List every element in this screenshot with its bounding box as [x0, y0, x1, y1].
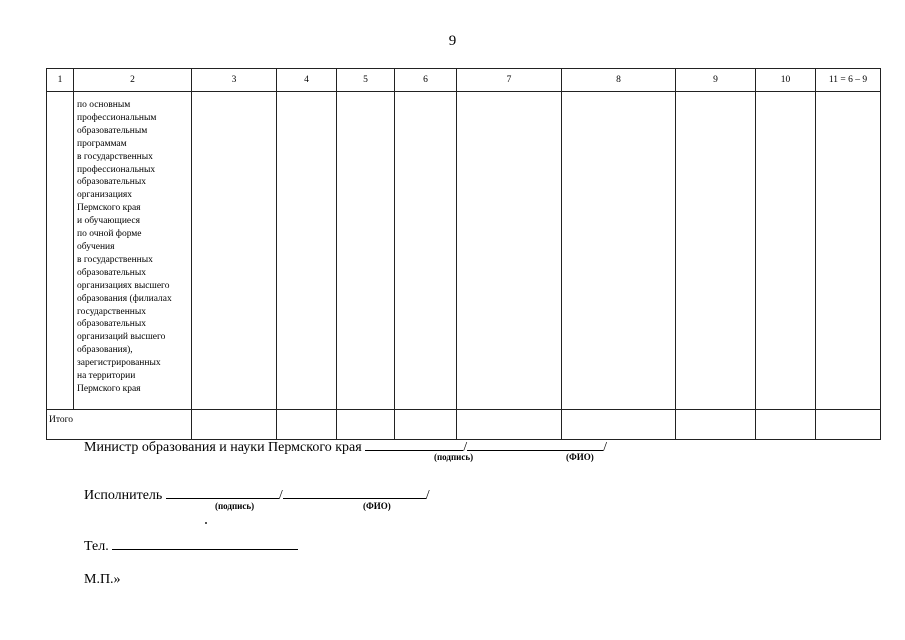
table-cell [337, 410, 395, 440]
minister-sign-blank [365, 436, 463, 451]
table-cell [277, 410, 337, 440]
column-header-1: 1 [47, 69, 74, 92]
executor-sign-blank [166, 484, 279, 499]
table-header-row [47, 69, 881, 92]
column-header-2: 2 [74, 69, 192, 92]
phone-line [84, 535, 298, 555]
executor-name-caption: (ФИО) [363, 501, 391, 511]
stamp-label: М.П.» [84, 572, 121, 587]
table-cell [192, 92, 277, 410]
table-cell [395, 92, 457, 410]
table-cell [192, 410, 277, 440]
table-cell [562, 92, 676, 410]
speck-mark [205, 522, 207, 524]
executor-slash-2: / [425, 488, 430, 503]
executor-slash-1: / [278, 488, 283, 503]
total-label: Итого [47, 410, 192, 440]
page-number: 9 [448, 33, 457, 49]
column-header-11: 11 = 6 – 9 [816, 69, 881, 92]
table-cell [562, 410, 676, 440]
table-cell [756, 410, 816, 440]
table-cell [47, 92, 74, 410]
table-cell [676, 410, 756, 440]
minister-signature-line [84, 436, 607, 456]
column-header-5: 5 [337, 69, 395, 92]
minister-slash-1: / [463, 440, 468, 455]
column-header-9: 9 [676, 69, 756, 92]
executor-sign-caption: (подпись) [215, 501, 255, 511]
column-header-7: 7 [457, 69, 562, 92]
table-row [47, 92, 881, 410]
report-table [46, 68, 881, 440]
row-description: по основным профессиональным образовательным программам в государственных профессиональных образовательных организациях Пермского края и обучающиеся по очной форме обучения в государственных образовательных организациях высшего образования (филиалах государственных образовательных организаций высшего образования), зарегистрированных на территории Пермского края [74, 92, 192, 410]
minister-slash-2: / [603, 440, 607, 455]
minister-sign-caption: (подпись) [434, 452, 474, 462]
table-cell [816, 92, 881, 410]
table-cell [457, 410, 562, 440]
minister-name-blank [467, 436, 603, 451]
minister-name-caption: (ФИО) [566, 452, 594, 462]
phone-blank [112, 535, 298, 550]
column-header-3: 3 [192, 69, 277, 92]
total-row [47, 410, 881, 440]
table-cell [816, 410, 881, 440]
column-header-6: 6 [395, 69, 457, 92]
table-cell [337, 92, 395, 410]
table-cell [676, 92, 756, 410]
executor-name-blank [283, 484, 426, 499]
column-header-10: 10 [756, 69, 816, 92]
table-cell [457, 92, 562, 410]
phone-label: Тел. [84, 539, 109, 554]
table-cell [395, 410, 457, 440]
minister-label: Министр образования и науки Пермского края [84, 440, 362, 455]
executor-label: Исполнитель [84, 488, 163, 503]
column-header-4: 4 [277, 69, 337, 92]
table-cell [277, 92, 337, 410]
column-header-8: 8 [562, 69, 676, 92]
table-cell [756, 92, 816, 410]
